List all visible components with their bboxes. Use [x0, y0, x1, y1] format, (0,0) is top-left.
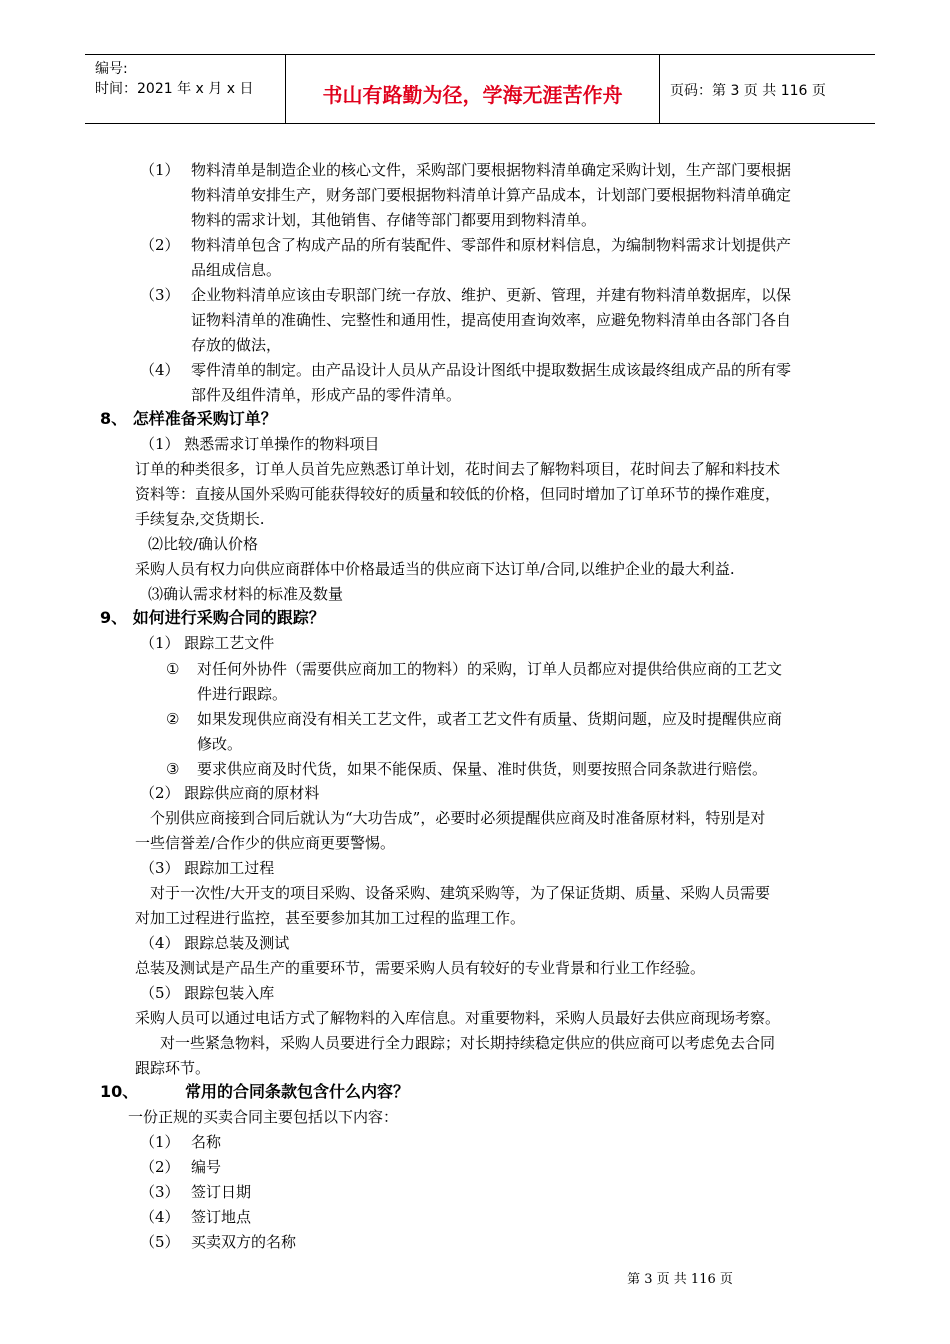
paragraph-line: 总装及测试是产品生产的重要环节，需要采购人员有较好的专业背景和行业工作经验。 [135, 959, 706, 977]
paragraph-line: 一份正规的买卖合同主要包括以下内容： [128, 1108, 399, 1126]
paragraph-line: 物料的需求计划，其他销售、存储等部门都要用到物料清单。 [191, 211, 597, 229]
list-item: 买卖双方的名称 [191, 1233, 297, 1251]
paragraph-line: 如果发现供应商没有相关工艺文件，或者工艺文件有质量、货期问题，应及时提醒供应商 [197, 710, 783, 728]
paragraph-line: 件进行跟踪。 [197, 685, 288, 703]
circled-number: ① [166, 660, 180, 678]
list-item: 签订日期 [191, 1183, 252, 1201]
subheading: （3） 跟踪加工过程 [140, 859, 275, 877]
header-page-info: 页码：第 3 页 共 116 页 [670, 83, 826, 99]
header-meta [85, 55, 286, 123]
paragraph-line: 物料清单包含了构成产品的所有装配件、零部件和原材料信息，为编制物料需求计划提供产 [191, 236, 792, 254]
paragraph-line: 零件清单的制定。由产品设计人员从产品设计图纸中提取数据生成该最终组成产品的所有零 [191, 361, 792, 379]
paragraph-line: 个别供应商接到合同后就认为“大功告成”，必要时必须提醒供应商及时准备原材料，特别是对 [150, 809, 766, 827]
subheading: （4） 跟踪总装及测试 [140, 934, 290, 952]
header-motto: 书山有路勤为径，学海无涯苦作舟 [322, 83, 623, 107]
list-number: （3） [140, 1183, 180, 1201]
paragraph-line: 物料清单是制造企业的核心文件，采购部门要根据物料清单确定采购计划，生产部门要根据 [191, 161, 792, 179]
paragraph-line: 订单的种类很多，订单人员首先应熟悉订单计划，花时间去了解物料项目，花时间去了解和料技术 [135, 460, 781, 478]
subheading: （5） 跟踪包装入库 [140, 984, 275, 1002]
section-heading: 8、 怎样准备采购订单？ [100, 409, 277, 428]
paragraph-line: 跟踪环节。 [135, 1059, 211, 1077]
list-number: （5） [140, 1233, 180, 1251]
paragraph-line: 手续复杂,交货期长. [135, 510, 265, 528]
document-number-label: 编号: [95, 61, 128, 77]
document-time-label: 时间：2021 年 x 月 x 日 [95, 81, 254, 97]
subheading: （2） 跟踪供应商的原材料 [140, 784, 320, 802]
paragraph-line: 对于一次性/大开支的项目采购、设备采购、建筑采购等，为了保证货期、质量、采购人员需要 [150, 884, 771, 902]
list-number: （4） [140, 1208, 180, 1226]
list-number: （4） [140, 361, 180, 379]
paragraph-line: 一些信誉差/合作少的供应商更要警惕。 [135, 834, 396, 852]
paragraph-line: 部件及组件清单，形成产品的零件清单。 [191, 386, 462, 404]
subheading: ⑶确认需求材料的标准及数量 [148, 585, 344, 603]
paragraph-line: 证物料清单的准确性、完整性和通用性，提高使用查询效率，应避免物料清单由各部门各自 [191, 311, 792, 329]
list-item: 名称 [191, 1133, 222, 1151]
list-number: （1） [140, 1133, 180, 1151]
paragraph-line: 采购人员可以通过电话方式了解物料的入库信息。对重要物料，采购人员最好去供应商现场考察。 [135, 1009, 781, 1027]
paragraph-line: 要求供应商及时代货，如果不能保质、保量、准时供货，则要按照合同条款进行赔偿。 [197, 760, 768, 778]
list-number: （2） [140, 236, 180, 254]
paragraph-line: 资料等：直接从国外采购可能获得较好的质量和较低的价格，但同时增加了订单环节的操作难度， [135, 485, 781, 503]
list-number: （3） [140, 286, 180, 304]
paragraph-line: 品组成信息。 [191, 261, 282, 279]
list-item: 签订地点 [191, 1208, 252, 1226]
header-motto-cell [286, 55, 660, 123]
paragraph-line: 修改。 [197, 735, 243, 753]
section-heading: 9、 如何进行采购合同的跟踪？ [100, 608, 325, 627]
section-heading: 常用的合同条款包含什么内容？ [185, 1082, 410, 1101]
footer-page-number: 第 3 页 共 116 页 [627, 1272, 733, 1287]
paragraph-line: 企业物料清单应该由专职部门统一存放、维护、更新、管理，并建有物料清单数据库，以保 [191, 286, 792, 304]
list-number: （2） [140, 1158, 180, 1176]
paragraph-line: 物料清单安排生产，财务部门要根据物料清单计算产品成本，计划部门要根据物料清单确定 [191, 186, 792, 204]
paragraph-line: 对加工过程进行监控，甚至要参加其加工过程的监理工作。 [135, 909, 526, 927]
page-header [85, 54, 875, 124]
page-footer [0, 1268, 950, 1287]
circled-number: ② [166, 710, 180, 728]
paragraph-line: 对任何外协件（需要供应商加工的物料）的采购，订单人员都应对提供给供应商的工艺文 [197, 660, 783, 678]
section-heading-number: 10、 [100, 1082, 139, 1101]
paragraph-line: 存放的做法， [191, 336, 282, 354]
paragraph-line: 对一些紧急物料，采购人员要进行全力跟踪；对长期持续稳定供应的供应商可以考虑免去合同 [160, 1034, 776, 1052]
header-page-cell [660, 55, 875, 123]
list-number: （1） [140, 161, 180, 179]
paragraph-line: 采购人员有权力向供应商群体中价格最适当的供应商下达订单/合同,以维护企业的最大利益. [135, 560, 735, 578]
list-item: 编号 [191, 1158, 222, 1176]
subheading: （1） 熟悉需求订单操作的物料项目 [140, 435, 380, 453]
subheading: ⑵比较/确认价格 [148, 535, 259, 553]
subheading: （1） 跟踪工艺文件 [140, 634, 275, 652]
circled-number: ③ [166, 760, 180, 778]
